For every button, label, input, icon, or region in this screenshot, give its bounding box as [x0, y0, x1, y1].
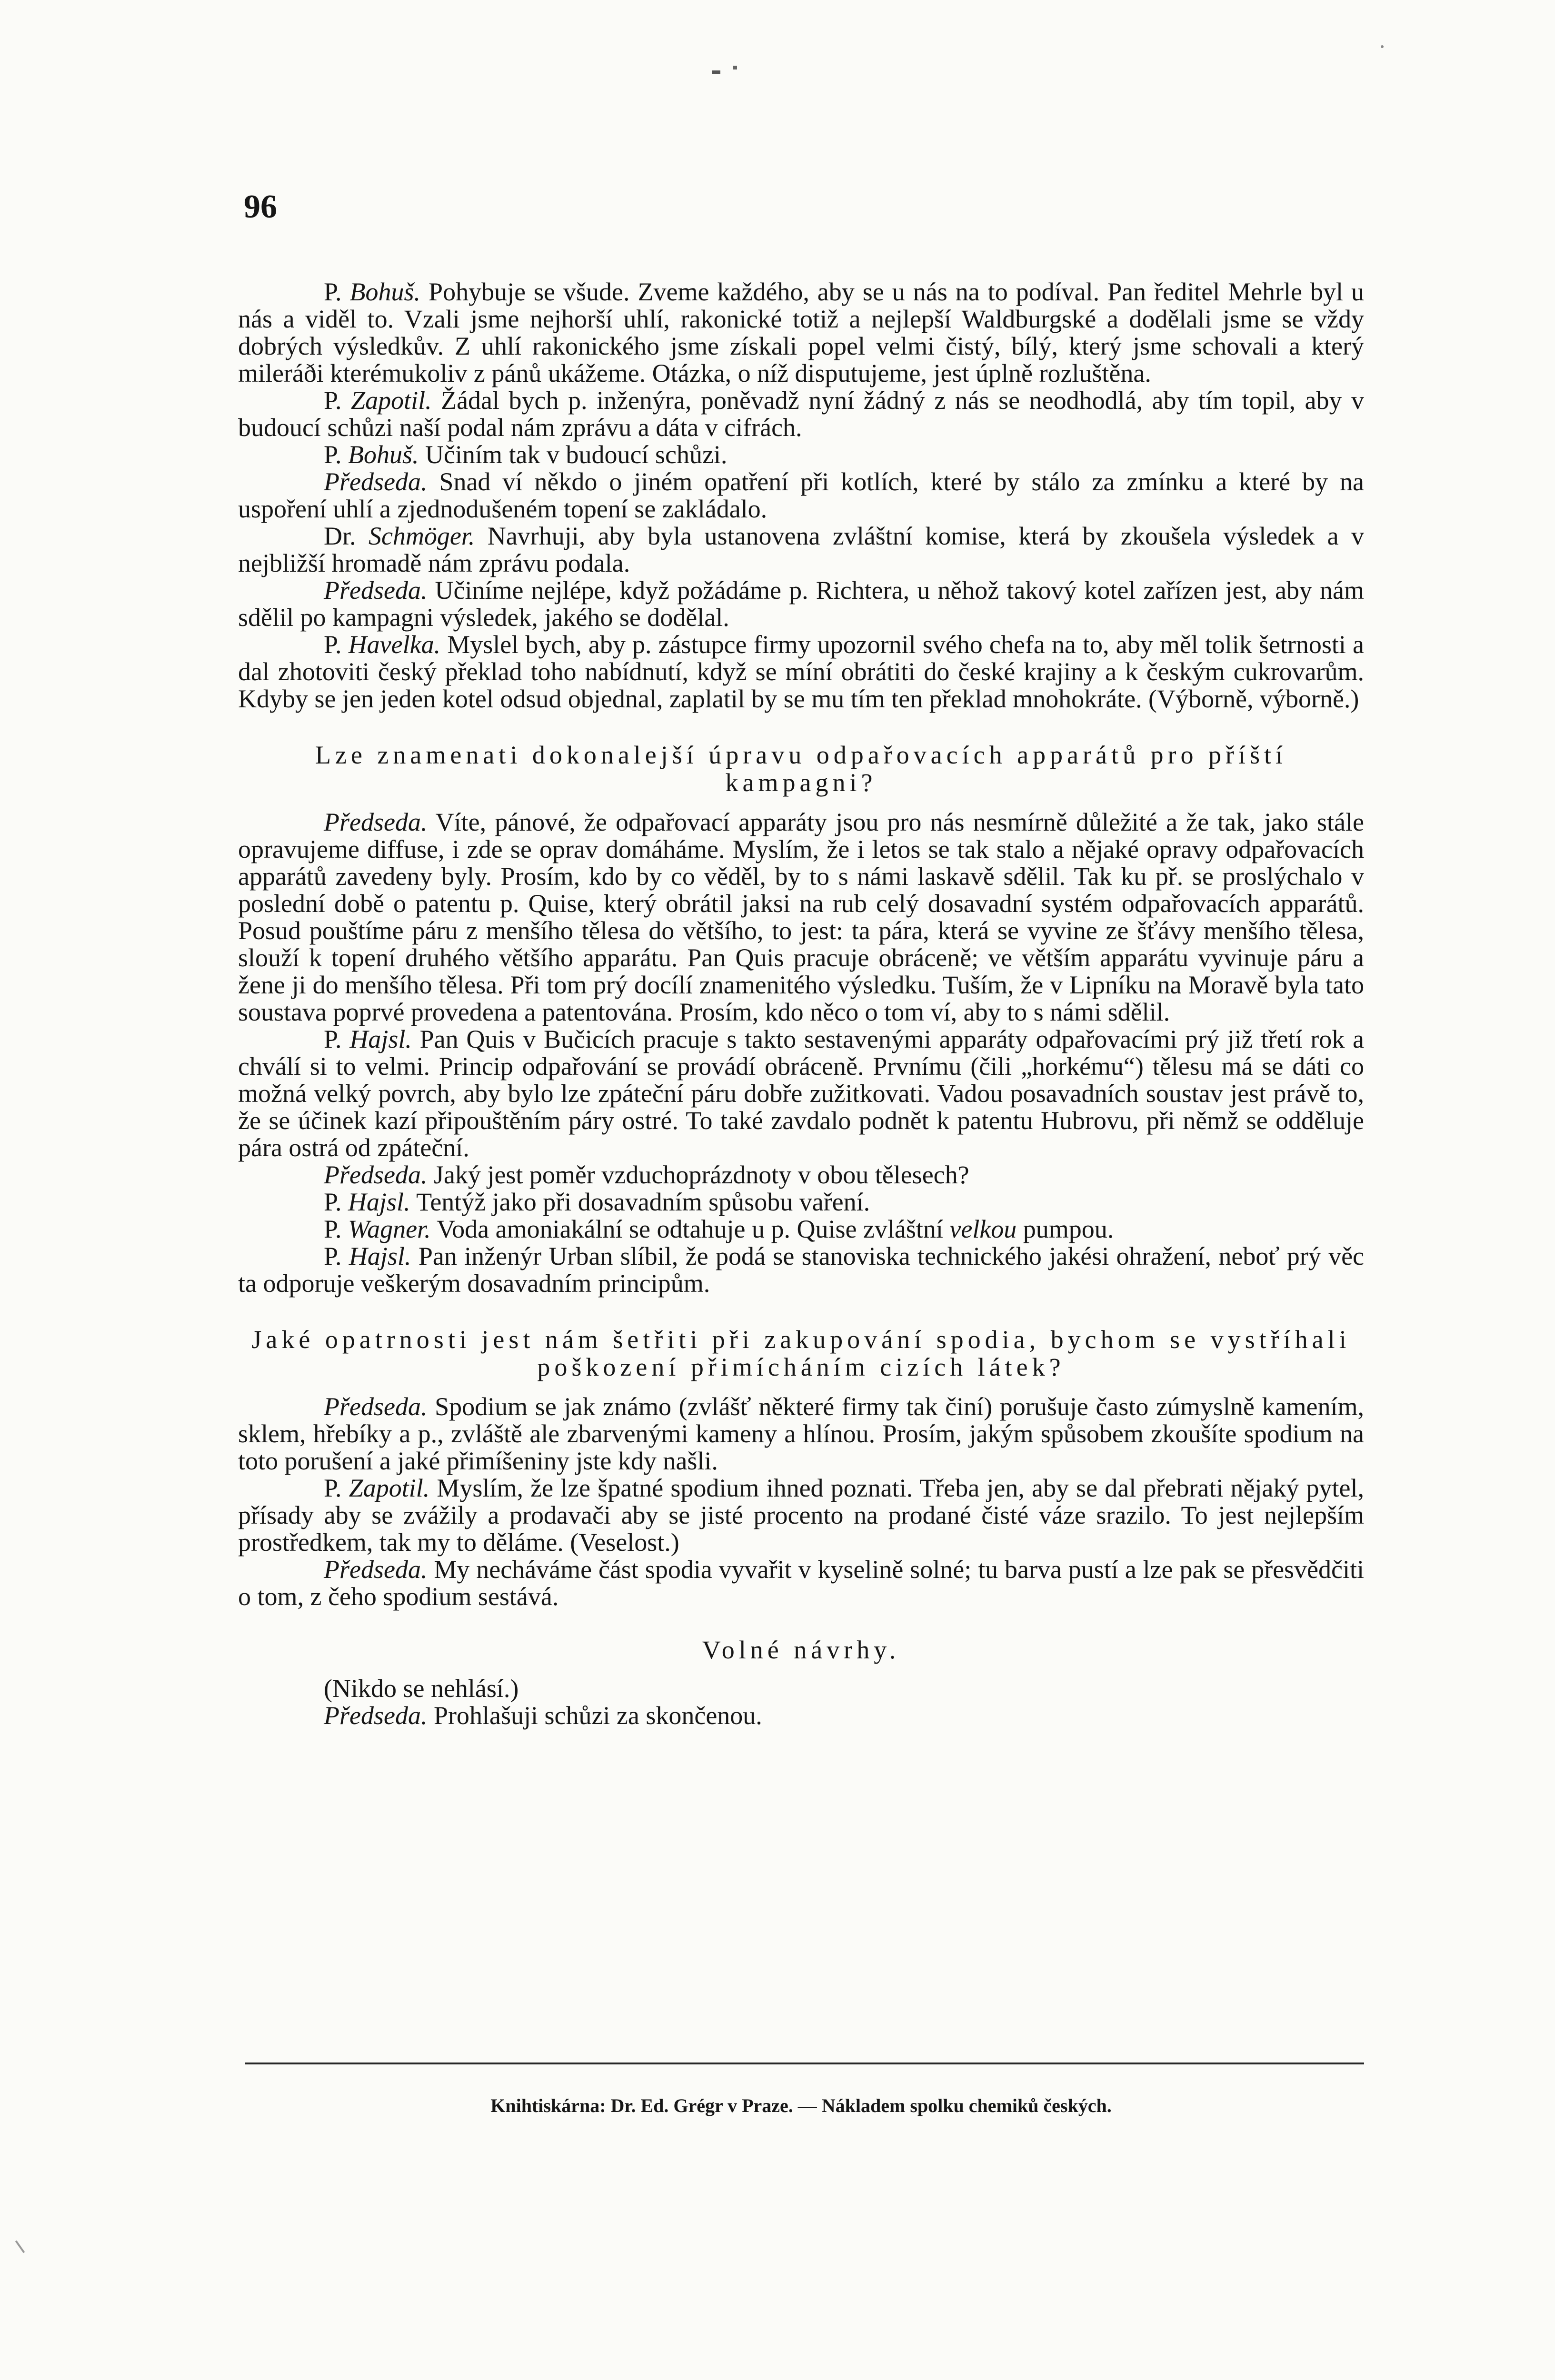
page-number: 96: [244, 188, 277, 225]
closing-line: Předseda. Prohlašuji schůzi za skončenou.: [324, 1701, 762, 1730]
paragraph: P. Hajsl. Pan inženýr Urban slíbil, že podá se stanoviska technického jakési ohražení, neboť prý věc ta odporuje veškerým dosavadním principům.: [238, 1242, 1365, 1298]
speaker-name: Hajsl.: [349, 1025, 412, 1053]
paragraph: P. Zapotil. Žádal bych p. inženýra, poněvadž nyní žádný z nás se neodhodlá, aby tím topil, aby v budoucí schůzi naší podal nám zprávu a dáta v cifrách.: [238, 386, 1364, 442]
footer-divider: [245, 2063, 1364, 2064]
closing-note: (Nikdo se nehlásí.): [324, 1674, 519, 1703]
paragraph: Předseda. Snad ví někdo o jiném opatření při kotlích, které by stálo za zmínku a které by na uspoření uhlí a zjednodušeném topení se zakládalo.: [238, 467, 1364, 523]
paragraph: Předseda. Učiníme nejlépe, když požádáme p. Richtera, u něhož takový kotel zařízen jest, aby nám sdělil po kampagni výsledek, jakého se dodělal.: [238, 576, 1364, 632]
speaker-name: Schmöger.: [368, 522, 475, 550]
print-speck: [15, 2241, 25, 2253]
speaker-name: Předseda.: [324, 576, 428, 605]
speaker-name: Předseda.: [324, 1701, 428, 1730]
section-heading: Volné návrhy.: [702, 1636, 900, 1664]
speaker-name: Zapotil.: [351, 386, 432, 415]
paragraph: P. Hajsl. Tentýž jako při dosavadním spůsobu vaření.: [324, 1188, 870, 1216]
speaker-name: Předseda.: [324, 1160, 428, 1189]
paragraph: Předseda. Spodium se jak známo (zvlášť některé firmy tak činí) porušuje často zúmyslně kamením, sklem, hřebíky a p., zvláště ale zbarvenými kameny a hlínou. Prosím, jakým spůsobem zkoušíte spodium na toto porušení a jaké přimíšeniny jste kdy našli.: [238, 1392, 1364, 1475]
speaker-name: Předseda.: [324, 467, 428, 496]
speaker-name: Bohuš.: [349, 278, 421, 306]
speaker-name: Bohuš.: [348, 440, 419, 469]
speaker-name: Zapotil.: [349, 1474, 430, 1502]
paragraph: Předseda. Jaký jest poměr vzduchoprázdnoty v obou tělesech?: [324, 1160, 969, 1189]
paragraph: P. Bohuš. Pohybuje se všude. Zveme každého, aby se u nás na to podíval. Pan ředitel Mehrle byl u nás a viděl to. Vzali jsme nejhorší uhlí, rakonické totiž a nejlepší Waldburgské a dodělali jsme se vždy dobrých výsledkův. Z uhlí rakonického jsme získali popel velmi čistý, bílý, který jsme schovali a který mileráði kterémukoliv z pánů ukážeme. Otázka, o níž disputujeme, jest úplně rozluštěna.: [238, 278, 1364, 387]
paragraph: Předseda. Víte, pánové, že odpařovací apparáty jsou pro nás nesmírně důležité a že tak, jako stále opravujeme diffuse, i zde se oprav domáháme. Myslím, že i letos se tak stalo a nějaké opravy odpařovacích apparátů zavedeny byly. Prosím, kdo by co věděl, by to s námi laskavě sdělil. Tak ku př. se proslýchalo v poslední době o patentu p. Quise, který obrátil jaksi na rub celý dosavadní systém odpařovacích apparátů. Posud pouštíme páru z menšího tělesa do většího, to jest: ta pára, která se vyvine ze šťávy menšího tělesa, slouží k topení druhého většího apparátu. Pan Quis pracuje obráceně; ve větším apparátu vyvinuje páru a žene ji do menšího tělesa. Při tom prý docílí znamenitého výsledku. Tuším, že v Lipníku na Moravě byla tato soustava poprvé provedena a patentována. Prosím, kdo něco o tom ví, aby to s námi sdělil.: [238, 808, 1364, 1026]
section-heading: Jaké opatrnosti jest nám šetřiti při zakupování spodia, bychom se vystříhali poškození přimícháním cizích látek?: [251, 1325, 1351, 1381]
page-body: [238, 278, 1364, 1729]
section-heading: Lze znamenati dokonalejší úpravu odpařovacích apparátů pro příští kampagni?: [315, 741, 1287, 797]
speaker-name: Hajsl.: [349, 1242, 411, 1270]
speaker-name: Předseda.: [324, 1392, 428, 1421]
speaker-name: Předseda.: [324, 1555, 428, 1584]
print-speck: [1381, 45, 1384, 48]
paragraph: P. Zapotil. Myslím, že lze špatné spodium ihned poznati. Třeba jen, aby se dal přebrati nějaký pytel, přísady aby se zvážily a prodavači aby se jisté procento na prodané čisté váze srazilo. To jest nejlepším prostředkem, tak my to děláme. (Veselost.): [238, 1474, 1364, 1557]
speaker-name: Předseda.: [324, 808, 428, 836]
paragraph: Dr. Schmöger. Navrhuji, aby byla ustanovena zvláštní komise, která by zkoušela výsledek a v nejbližší hromadě nám zprávu podala.: [238, 522, 1365, 577]
printer-imprint: Knihtiskárna: Dr. Ed. Grégr v Praze. — Nákladem spolku chemiků českých.: [490, 2095, 1112, 2116]
paragraph: P. Havelka. Myslel bych, aby p. zástupce firmy upozornil svého chefa na to, aby měl tolik šetrnosti a dal zhotoviti český překlad toho nabídnutí, když se míní obrátiti do české krajiny a k českým cukrovarům. Kdyby se jen jeden kotel odsud objednal, zaplatil by se mu tím ten překlad mnohokráte. (Výborně, výborně.): [238, 630, 1365, 713]
print-speck: [733, 66, 737, 69]
print-speck: [712, 70, 720, 74]
speaker-name: Wagner.: [348, 1215, 431, 1243]
paragraph: P. Hajsl. Pan Quis v Bučicích pracuje s takto sestavenými apparáty odpařovacími prý již třetí rok a chválí si to velmi. Princip odpařování se provádí obráceně. Prvnímu (čili „horkému“) tělesu má se dáti co možná velký povrch, aby bylo lze zpáteční páru dobře zužitkovati. Vadou posavadních soustav jest právě to, že se účinek kazí připouštěním páry ostré. To také zavdalo podnět k patentu Hubrovu, při němž se odděluje pára ostrá od zpáteční.: [238, 1025, 1364, 1162]
paragraph: Předseda. My necháváme část spodia vyvařit v kyselině solné; tu barva pustí a lze pak se přesvědčiti o tom, z čeho spodium sestává.: [238, 1555, 1364, 1611]
speaker-name: Havelka.: [348, 630, 441, 659]
paragraph: P. Wagner. Voda amoniakální se odtahuje u p. Quise zvláštní velkou pumpou.: [324, 1215, 1114, 1243]
speaker-name: Hajsl.: [348, 1188, 410, 1216]
paragraph: P. Bohuš. Učiním tak v budoucí schůzi.: [324, 440, 728, 469]
